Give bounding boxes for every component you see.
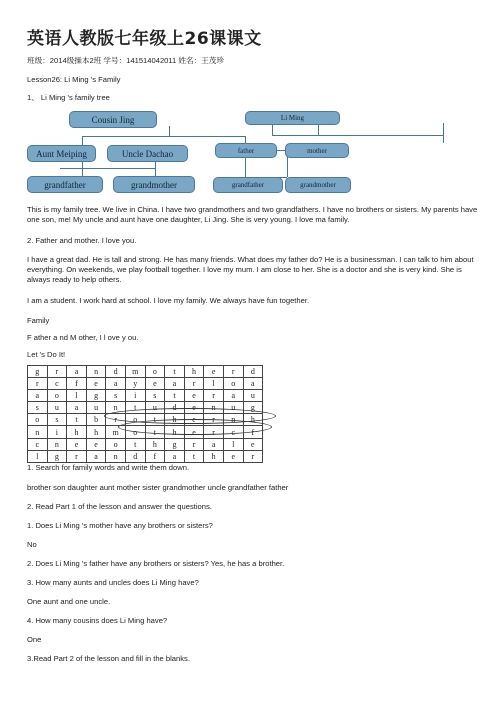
word-grid-cell: f [145, 450, 165, 462]
word-grid-cell: u [86, 402, 106, 414]
paragraph-parents: I have a great dad. He is tall and strong. He has many friends. What does my father do? He is a businessman. I can talk to him about everything. On weekends, we play football together. I love my mum. I am close to her. She is a doctor and she is very kind. She is always ready to help others. [27, 255, 474, 284]
word-grid-cell: u [47, 402, 67, 414]
word-grid-cell: d [243, 366, 263, 378]
word-grid-cell: o [223, 378, 243, 390]
word-grid-cell: l [28, 450, 48, 462]
word-grid-cell: d [106, 366, 126, 378]
word-grid-cell: e [204, 366, 224, 378]
word-grid-cell: e [184, 390, 204, 402]
word-grid-cell: o [28, 414, 48, 426]
word-grid-cell: o [125, 414, 145, 426]
word-grid-cell: l [204, 378, 224, 390]
word-grid-cell: r [204, 426, 224, 438]
word-grid-cell: r [67, 450, 87, 462]
word-grid-cell: i [125, 390, 145, 402]
word-grid-cell: e [184, 426, 204, 438]
word-grid-cell: t [145, 414, 165, 426]
tree-node-grandmother-left: grandmother [113, 176, 195, 193]
word-grid-cell: a [243, 378, 263, 390]
word-grid-cell: l [67, 390, 87, 402]
word-grid-cell: r [28, 378, 48, 390]
word-grid-row [28, 402, 263, 414]
word-grid-cell: o [47, 390, 67, 402]
word-grid-cell: i [47, 426, 67, 438]
exercise-3-instruction: 3.Read Part 2 of the lesson and fill in the blanks. [27, 654, 190, 663]
word-grid-cell: a [28, 390, 48, 402]
paragraph-heading-2: 2. Father and mother. I love you. [27, 236, 137, 245]
section-heading-family-tree: 1、 Li Ming 's family tree [27, 93, 110, 102]
word-grid-cell: l [223, 438, 243, 450]
word-grid-cell: n [223, 414, 243, 426]
word-grid-cell: r [223, 366, 243, 378]
answer-4: One [27, 635, 42, 644]
word-grid-cell: y [125, 378, 145, 390]
word-grid-cell: g [47, 450, 67, 462]
word-grid-row [28, 378, 263, 390]
word-grid-cell: g [165, 438, 185, 450]
word-grid-cell: g [243, 402, 263, 414]
word-grid-cell: c [223, 426, 243, 438]
paragraph-intro: This is my family tree. We live in China. I have two grandmothers and two grandfathers. I have no brothers or sisters. My parents have one son, me! My uncle and aunt have one daughter, Li Jing. She is very young. I love ma family. [27, 205, 478, 224]
word-grid-cell: h [165, 414, 185, 426]
word-grid-cell: s [106, 390, 126, 402]
word-grid-cell: a [67, 366, 87, 378]
word-grid-cell: f [67, 378, 87, 390]
word-grid-cell: e [184, 402, 204, 414]
word-grid-cell: b [86, 414, 106, 426]
word-grid-cell: r [106, 414, 126, 426]
paragraph-student: I am a student. I work hard at school. I love my family. We always have fun together. [27, 296, 310, 305]
word-grid-cell: d [125, 450, 145, 462]
word-grid-cell: s [145, 390, 165, 402]
word-grid-cell: n [106, 450, 126, 462]
word-grid-cell: e [184, 414, 204, 426]
word-grid-cell: o [106, 438, 126, 450]
tree-node-uncle-dachao: Uncle Dachao [107, 145, 188, 162]
question-3: 3. How many aunts and uncles does Li Ming have? [27, 578, 199, 587]
family-tree-diagram [27, 109, 479, 198]
word-grid-cell: s [47, 414, 67, 426]
exercise-1-answer: brother son daughter aunt mother sister grandmother uncle grandfather father [27, 483, 289, 492]
word-grid-cell: u [243, 390, 263, 402]
lesson-heading: Lesson26: Li Ming 's Family [27, 75, 121, 84]
tree-node-aunt-meiping: Aunt Meiping [27, 145, 96, 162]
word-grid-cell: c [47, 378, 67, 390]
word-grid-cell: r [204, 414, 224, 426]
student-info: 班级：2014级操本2班 学号：141514042011 姓名：王茂珍 [27, 56, 224, 65]
word-grid-cell: g [86, 390, 106, 402]
word-grid-cell: m [106, 426, 126, 438]
word-grid-cell: o [125, 426, 145, 438]
question-2: 2. Does Li Ming 's father have any brothers or sisters? Yes, he has a brother. [27, 559, 285, 568]
word-grid-cell: e [223, 450, 243, 462]
word-grid-cell: e [243, 438, 263, 450]
word-grid-row [28, 390, 263, 402]
document-title: 英语人教版七年级上26课课文 [27, 29, 262, 49]
tree-node-father: father [215, 143, 277, 158]
word-grid-cell: e [86, 378, 106, 390]
poem-title: Family [27, 316, 50, 325]
word-grid-cell: r [184, 438, 204, 450]
tree-node-grandmother-right: grandmother [285, 177, 351, 193]
word-grid-cell: e [67, 438, 87, 450]
word-grid-cell: c [28, 438, 48, 450]
word-grid-cell: t [125, 402, 145, 414]
word-grid-cell: h [184, 366, 204, 378]
word-grid-cell: h [67, 426, 87, 438]
word-grid-row [28, 438, 263, 450]
tree-node-li-ming: Li Ming [245, 111, 340, 125]
word-grid-row [28, 426, 263, 438]
exercise-2-instruction: 2. Read Part 1 of the lesson and answer the questions. [27, 502, 212, 511]
exercise-1-instruction: 1. Search for family words and write them down. [27, 463, 190, 472]
question-4: 4. How many cousins does Li Ming have? [27, 616, 168, 625]
word-grid-cell: a [223, 390, 243, 402]
word-grid-cell: m [125, 366, 145, 378]
word-grid-cell: s [28, 402, 48, 414]
word-grid-cell: h [145, 438, 165, 450]
word-grid-cell: g [28, 366, 48, 378]
word-grid-cell: t [145, 426, 165, 438]
word-grid-cell: h [86, 426, 106, 438]
word-grid-cell: t [165, 390, 185, 402]
poem-line: F ather a nd M other, I l ove y ou. [27, 333, 139, 342]
word-grid-cell: a [204, 438, 224, 450]
word-grid-cell: r [204, 390, 224, 402]
word-grid-cell: h [204, 450, 224, 462]
word-grid-cell: u [223, 402, 243, 414]
tree-node-cousin-jing: Cousin Jing [69, 111, 157, 128]
word-grid-cell: o [145, 366, 165, 378]
answer-3: One aunt and one uncle. [27, 597, 111, 606]
word-grid-cell: t [165, 366, 185, 378]
word-grid-cell: a [165, 450, 185, 462]
lets-do-it-heading: Let 's Do It! [27, 350, 66, 359]
word-grid-cell: h [243, 414, 263, 426]
question-1: 1. Does Li Ming 's mother have any brothers or sisters? [27, 521, 213, 530]
word-grid-cell: n [204, 402, 224, 414]
word-grid-cell: t [184, 450, 204, 462]
word-grid-cell: n [47, 438, 67, 450]
word-grid-cell: a [67, 402, 87, 414]
word-grid-row [28, 366, 263, 378]
word-grid-cell: n [106, 402, 126, 414]
word-grid-cell: r [184, 378, 204, 390]
word-grid-row [28, 414, 263, 426]
word-grid-cell: e [86, 438, 106, 450]
word-grid-cell: h [165, 426, 185, 438]
word-grid-row [28, 450, 263, 462]
word-grid-cell: t [67, 414, 87, 426]
word-search-grid [27, 365, 263, 463]
answer-1: No [27, 540, 37, 549]
word-grid-cell: a [165, 378, 185, 390]
word-grid-cell: n [28, 426, 48, 438]
tree-node-grandfather-right: grandfather [213, 177, 283, 193]
word-grid-cell: t [125, 438, 145, 450]
word-grid-cell: n [86, 366, 106, 378]
word-grid-cell: u [145, 402, 165, 414]
tree-node-grandfather-left: grandfather [27, 176, 103, 193]
word-grid-cell: r [243, 450, 263, 462]
word-grid-cell: r [47, 366, 67, 378]
word-grid-cell: d [165, 402, 185, 414]
word-grid-cell: f [243, 426, 263, 438]
word-grid-cell: a [86, 450, 106, 462]
tree-node-mother: mother [285, 143, 349, 158]
word-grid-cell: a [106, 378, 126, 390]
word-grid-cell: e [145, 378, 165, 390]
